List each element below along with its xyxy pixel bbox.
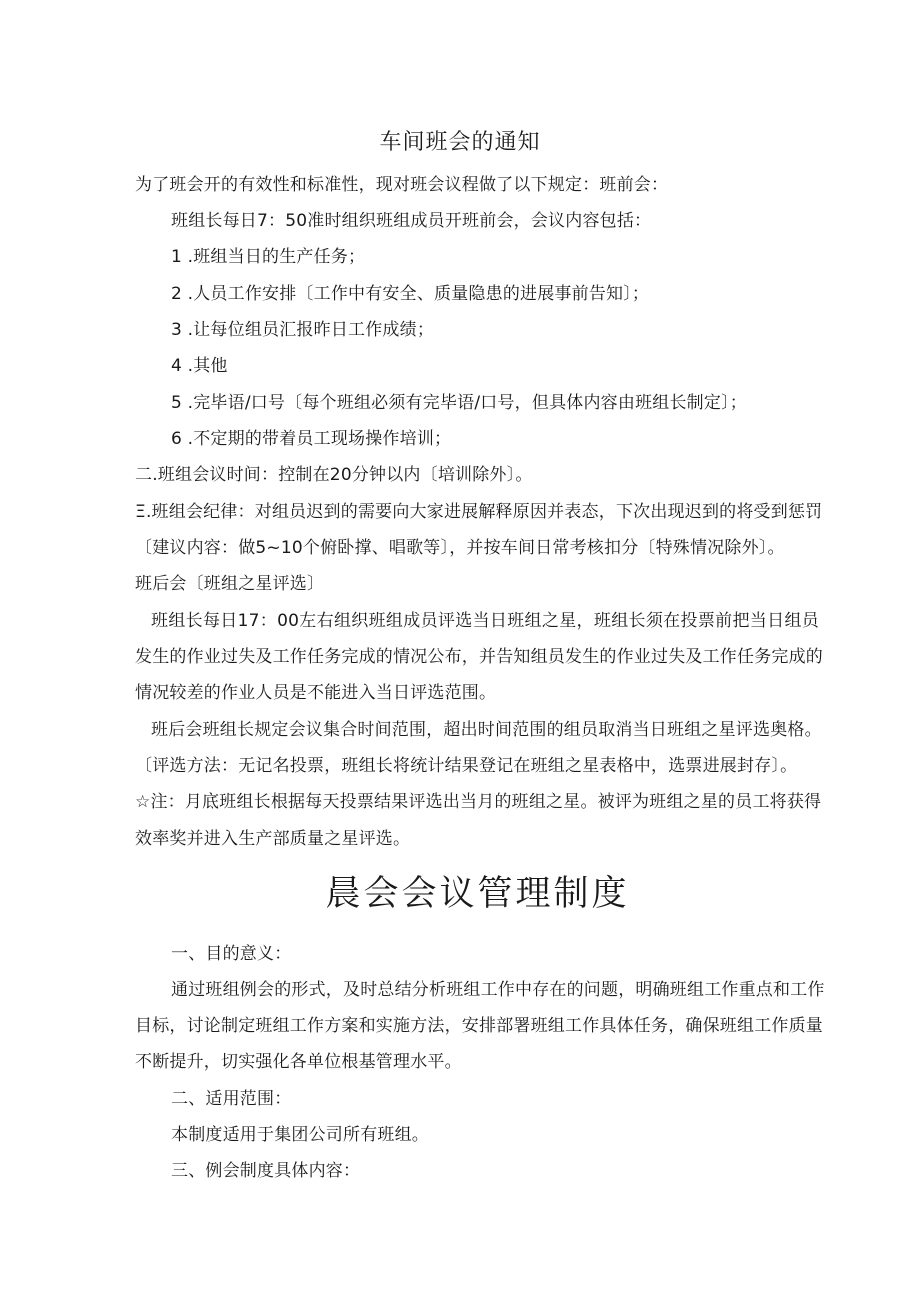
agenda-item-1: 1 .班组当日的生产任务； — [171, 247, 366, 267]
agenda-item-5: 5 .完毕语/口号〔每个班组必须有完毕语/口号，但具体内容由班组长制定〕； — [171, 393, 747, 413]
scope-heading: 二、适用范围： — [171, 1089, 292, 1109]
post-meeting-heading: 班后会〔班组之星评选〕 — [135, 574, 325, 594]
section-discipline-line2: 〔建议内容：做5~10个俯卧撑、唱歌等〕，并按车间日常考核扣分〔特殊情况除外〕。 — [135, 538, 785, 558]
note-line1: ☆注：月底班组长根据每天投票结果评选出当月的班组之星。被评为班组之星的员工将获得 — [135, 792, 822, 812]
pre-meeting-time: 班组长每日7：50准时组织班组成员开班前会，会议内容包括： — [171, 211, 652, 231]
note-line2: 效率奖并进入生产部质量之星评选。 — [135, 829, 411, 849]
vote-method: 〔评选方法：无记名投票，班组长将统计结果登记在班组之星表格中，选票进展封存〕。 — [135, 756, 798, 776]
purpose-heading: 一、目的意义： — [171, 944, 292, 964]
agenda-item-6: 6 .不定期的带着员工现场操作培训； — [171, 429, 452, 449]
agenda-item-2: 2 .人员工作安排〔工作中有安全、质量隐患的进展事前告知〕； — [171, 284, 650, 304]
regulation-title: 晨会会议管理制度 — [325, 874, 630, 914]
section-meeting-time: 二.班组会议时间：控制在20分钟以内〔培训除外〕。 — [135, 465, 533, 485]
purpose-line3: 不断提升，切实强化各单位根基管理水平。 — [135, 1052, 462, 1072]
post-meeting-para-line1: 班组长每日17：00左右组织班组成员评选当日班组之星，班组长须在投票前把当日组员 — [151, 611, 819, 631]
post-meeting-para-line3: 情况较差的作业人员是不能进入当日评选范围。 — [135, 683, 497, 703]
purpose-line2: 目标，讨论制定班组工作方案和实施方法，安排部署班组工作具体任务，确保班组工作质量 — [135, 1016, 823, 1036]
agenda-item-4: 4 .其他 — [171, 356, 228, 376]
notice-title: 车间班会的通知 — [379, 130, 541, 155]
section-discipline-line1: Ξ.班组会纪律：对组员迟到的需要向大家进展解释原因并表态，下次出现迟到的将受到惩罚 — [135, 502, 823, 522]
post-meeting-para-line2: 发生的作业过失及工作任务完成的情况公布，并告知组员发生的作业过失及工作任务完成的 — [135, 647, 823, 667]
agenda-item-3: 3 .让每位组员汇报昨日工作成绩； — [171, 320, 435, 340]
notice-intro: 为了班会开的有效性和标准性，现对班会议程做了以下规定：班前会： — [135, 175, 669, 195]
scope-body: 本制度适用于集团公司所有班组。 — [171, 1125, 429, 1145]
post-meeting-time-rule: 班后会班组长规定会议集合时间范围，超出时间范围的组员取消当日班组之星评选奥格。 — [151, 720, 822, 740]
purpose-line1: 通过班组例会的形式，及时总结分析班组工作中存在的问题，明确班组工作重点和工作 — [171, 980, 825, 1000]
content-heading: 三、例会制度具体内容： — [171, 1161, 361, 1181]
